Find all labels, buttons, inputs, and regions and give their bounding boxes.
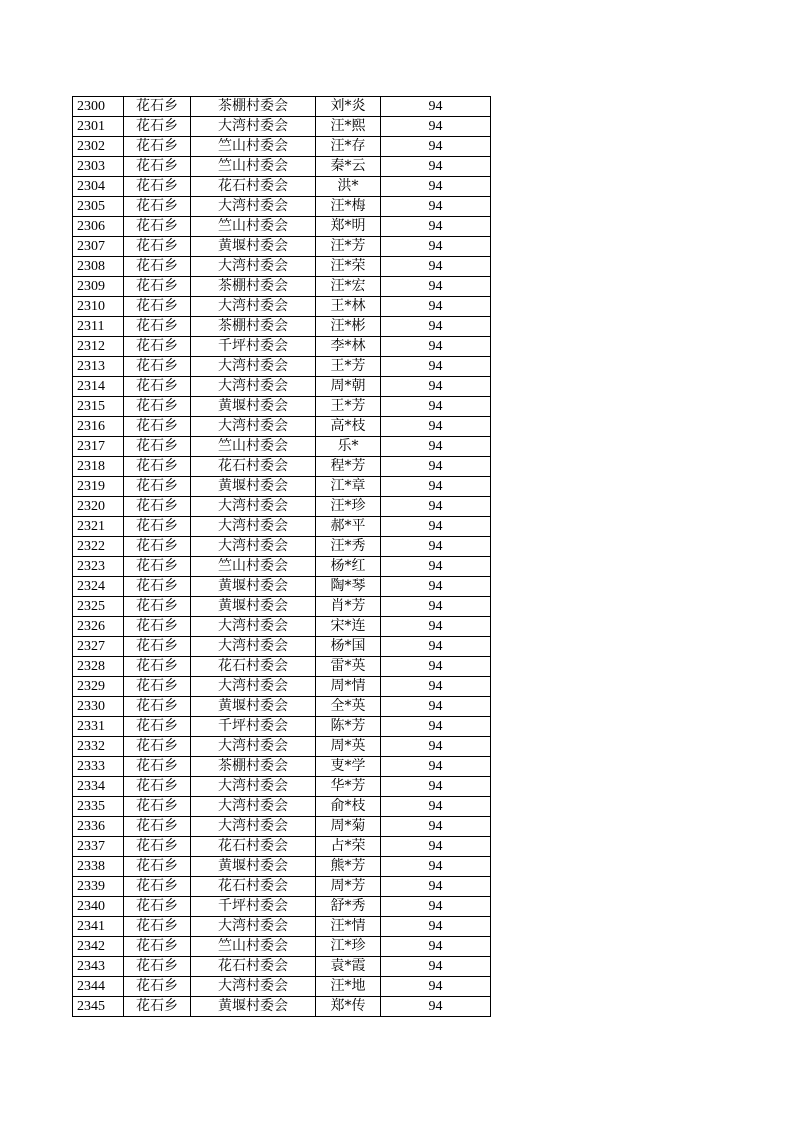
village-committee-cell: 竺山村委会: [191, 217, 316, 237]
table-row: [73, 457, 491, 477]
person-name-cell: 舒*秀: [316, 897, 381, 917]
row-number: 2311: [73, 317, 124, 337]
table-row: [73, 717, 491, 737]
table-row: [73, 497, 491, 517]
row-number: 2301: [73, 117, 124, 137]
village-committee-cell: 茶棚村委会: [191, 277, 316, 297]
table-row: [73, 137, 491, 157]
person-name-cell: 占*荣: [316, 837, 381, 857]
row-number: 2326: [73, 617, 124, 637]
row-number: 2329: [73, 677, 124, 697]
table-row: [73, 817, 491, 837]
table-row: [73, 857, 491, 877]
township-cell: 花石乡: [124, 997, 191, 1017]
township-cell: 花石乡: [124, 577, 191, 597]
row-number: 2328: [73, 657, 124, 677]
row-number: 2307: [73, 237, 124, 257]
township-cell: 花石乡: [124, 777, 191, 797]
table-row: [73, 357, 491, 377]
score-cell: 94: [381, 817, 491, 837]
township-cell: 花石乡: [124, 237, 191, 257]
person-name-cell: 雷*英: [316, 657, 381, 677]
score-cell: 94: [381, 657, 491, 677]
row-number: 2308: [73, 257, 124, 277]
table-row: [73, 557, 491, 577]
person-name-cell: 乐*: [316, 437, 381, 457]
table-row: [73, 997, 491, 1017]
score-cell: 94: [381, 757, 491, 777]
village-committee-cell: 茶棚村委会: [191, 97, 316, 117]
person-name-cell: 汪*地: [316, 977, 381, 997]
township-cell: 花石乡: [124, 437, 191, 457]
table-row: [73, 697, 491, 717]
village-committee-cell: 花石村委会: [191, 457, 316, 477]
township-cell: 花石乡: [124, 917, 191, 937]
person-name-cell: 杨*红: [316, 557, 381, 577]
village-committee-cell: 黄堰村委会: [191, 237, 316, 257]
person-name-cell: 王*芳: [316, 357, 381, 377]
row-number: 2337: [73, 837, 124, 857]
row-number: 2341: [73, 917, 124, 937]
score-cell: 94: [381, 877, 491, 897]
township-cell: 花石乡: [124, 557, 191, 577]
score-cell: 94: [381, 417, 491, 437]
village-committee-cell: 竺山村委会: [191, 137, 316, 157]
person-name-cell: 汪*秀: [316, 537, 381, 557]
score-cell: 94: [381, 997, 491, 1017]
township-cell: 花石乡: [124, 737, 191, 757]
score-cell: 94: [381, 717, 491, 737]
table-row: [73, 937, 491, 957]
village-committee-cell: 大湾村委会: [191, 797, 316, 817]
village-committee-cell: 竺山村委会: [191, 437, 316, 457]
score-cell: 94: [381, 897, 491, 917]
score-cell: 94: [381, 457, 491, 477]
row-number: 2315: [73, 397, 124, 417]
person-name-cell: 江*珍: [316, 937, 381, 957]
table-row: [73, 897, 491, 917]
village-committee-cell: 茶棚村委会: [191, 317, 316, 337]
row-number: 2303: [73, 157, 124, 177]
person-name-cell: 袁*霞: [316, 957, 381, 977]
village-committee-cell: 大湾村委会: [191, 357, 316, 377]
score-cell: 94: [381, 597, 491, 617]
person-name-cell: 洪*: [316, 177, 381, 197]
person-name-cell: 汪*宏: [316, 277, 381, 297]
score-cell: 94: [381, 837, 491, 857]
table-row: [73, 617, 491, 637]
score-cell: 94: [381, 437, 491, 457]
person-name-cell: 汪*彬: [316, 317, 381, 337]
table-row: [73, 517, 491, 537]
person-name-cell: 汪*情: [316, 917, 381, 937]
score-cell: 94: [381, 697, 491, 717]
table-row: [73, 777, 491, 797]
township-cell: 花石乡: [124, 277, 191, 297]
row-number: 2340: [73, 897, 124, 917]
township-cell: 花石乡: [124, 417, 191, 437]
township-cell: 花石乡: [124, 377, 191, 397]
score-cell: 94: [381, 297, 491, 317]
township-cell: 花石乡: [124, 537, 191, 557]
table-row: [73, 657, 491, 677]
row-number: 2322: [73, 537, 124, 557]
row-number: 2310: [73, 297, 124, 317]
township-cell: 花石乡: [124, 797, 191, 817]
row-number: 2327: [73, 637, 124, 657]
village-committee-cell: 大湾村委会: [191, 637, 316, 657]
person-name-cell: 周*情: [316, 677, 381, 697]
table-row: [73, 597, 491, 617]
person-name-cell: 汪*芳: [316, 237, 381, 257]
village-committee-cell: 大湾村委会: [191, 977, 316, 997]
township-cell: 花石乡: [124, 817, 191, 837]
village-committee-cell: 千坪村委会: [191, 717, 316, 737]
township-cell: 花石乡: [124, 837, 191, 857]
table-row: [73, 477, 491, 497]
person-name-cell: 王*芳: [316, 397, 381, 417]
village-committee-cell: 竺山村委会: [191, 937, 316, 957]
township-cell: 花石乡: [124, 857, 191, 877]
township-cell: 花石乡: [124, 197, 191, 217]
score-cell: 94: [381, 637, 491, 657]
row-number: 2333: [73, 757, 124, 777]
village-committee-cell: 大湾村委会: [191, 117, 316, 137]
table-row: [73, 437, 491, 457]
table-row: [73, 797, 491, 817]
row-number: 2336: [73, 817, 124, 837]
township-cell: 花石乡: [124, 657, 191, 677]
score-cell: 94: [381, 477, 491, 497]
score-cell: 94: [381, 917, 491, 937]
table-row: [73, 217, 491, 237]
village-committee-cell: 黄堰村委会: [191, 857, 316, 877]
village-committee-cell: 大湾村委会: [191, 197, 316, 217]
township-cell: 花石乡: [124, 217, 191, 237]
person-name-cell: 周*菊: [316, 817, 381, 837]
table-row: [73, 917, 491, 937]
township-cell: 花石乡: [124, 97, 191, 117]
table-row: [73, 417, 491, 437]
person-name-cell: 熊*芳: [316, 857, 381, 877]
row-number: 2320: [73, 497, 124, 517]
score-cell: 94: [381, 677, 491, 697]
village-committee-cell: 大湾村委会: [191, 817, 316, 837]
score-cell: 94: [381, 97, 491, 117]
township-cell: 花石乡: [124, 297, 191, 317]
village-committee-cell: 花石村委会: [191, 957, 316, 977]
village-committee-cell: 茶棚村委会: [191, 757, 316, 777]
score-cell: 94: [381, 217, 491, 237]
person-name-cell: 程*芳: [316, 457, 381, 477]
person-name-cell: 汪*梅: [316, 197, 381, 217]
score-cell: 94: [381, 577, 491, 597]
village-committee-cell: 千坪村委会: [191, 337, 316, 357]
township-cell: 花石乡: [124, 477, 191, 497]
score-cell: 94: [381, 857, 491, 877]
township-cell: 花石乡: [124, 337, 191, 357]
score-cell: 94: [381, 237, 491, 257]
village-committee-cell: 花石村委会: [191, 177, 316, 197]
table-row: [73, 977, 491, 997]
row-number: 2321: [73, 517, 124, 537]
township-cell: 花石乡: [124, 697, 191, 717]
score-cell: 94: [381, 257, 491, 277]
row-number: 2335: [73, 797, 124, 817]
table-row: [73, 117, 491, 137]
table-row: [73, 257, 491, 277]
village-committee-cell: 黄堰村委会: [191, 997, 316, 1017]
score-cell: 94: [381, 957, 491, 977]
row-number: 2334: [73, 777, 124, 797]
row-number: 2345: [73, 997, 124, 1017]
village-committee-cell: 大湾村委会: [191, 777, 316, 797]
table-row: [73, 397, 491, 417]
village-committee-cell: 花石村委会: [191, 877, 316, 897]
person-name-cell: 王*林: [316, 297, 381, 317]
township-cell: 花石乡: [124, 957, 191, 977]
score-cell: 94: [381, 737, 491, 757]
score-cell: 94: [381, 197, 491, 217]
village-committee-cell: 黄堰村委会: [191, 397, 316, 417]
township-cell: 花石乡: [124, 177, 191, 197]
person-name-cell: 叓*学: [316, 757, 381, 777]
person-name-cell: 李*林: [316, 337, 381, 357]
score-cell: 94: [381, 537, 491, 557]
person-name-cell: 江*章: [316, 477, 381, 497]
row-number: 2332: [73, 737, 124, 757]
table-row: [73, 277, 491, 297]
person-name-cell: 汪*荣: [316, 257, 381, 277]
table-row: [73, 377, 491, 397]
township-cell: 花石乡: [124, 637, 191, 657]
township-cell: 花石乡: [124, 597, 191, 617]
table-row: [73, 837, 491, 857]
score-cell: 94: [381, 517, 491, 537]
table-row: [73, 677, 491, 697]
score-cell: 94: [381, 157, 491, 177]
person-name-cell: 郑*明: [316, 217, 381, 237]
table-row: [73, 337, 491, 357]
township-cell: 花石乡: [124, 897, 191, 917]
row-number: 2316: [73, 417, 124, 437]
township-cell: 花石乡: [124, 117, 191, 137]
person-name-cell: 陶*琴: [316, 577, 381, 597]
village-committee-cell: 大湾村委会: [191, 677, 316, 697]
person-name-cell: 秦*云: [316, 157, 381, 177]
score-cell: 94: [381, 137, 491, 157]
row-number: 2342: [73, 937, 124, 957]
township-cell: 花石乡: [124, 157, 191, 177]
person-name-cell: 郝*平: [316, 517, 381, 537]
village-committee-cell: 竺山村委会: [191, 557, 316, 577]
township-cell: 花石乡: [124, 977, 191, 997]
row-number: 2324: [73, 577, 124, 597]
township-cell: 花石乡: [124, 617, 191, 637]
person-name-cell: 郑*传: [316, 997, 381, 1017]
score-cell: 94: [381, 977, 491, 997]
village-committee-cell: 大湾村委会: [191, 257, 316, 277]
row-number: 2343: [73, 957, 124, 977]
township-cell: 花石乡: [124, 497, 191, 517]
table-row: [73, 177, 491, 197]
records-table-body: [73, 97, 491, 1017]
village-committee-cell: 大湾村委会: [191, 737, 316, 757]
township-cell: 花石乡: [124, 937, 191, 957]
village-committee-cell: 花石村委会: [191, 837, 316, 857]
person-name-cell: 周*芳: [316, 877, 381, 897]
person-name-cell: 周*英: [316, 737, 381, 757]
score-cell: 94: [381, 797, 491, 817]
village-committee-cell: 大湾村委会: [191, 617, 316, 637]
row-number: 2319: [73, 477, 124, 497]
table-row: [73, 97, 491, 117]
township-cell: 花石乡: [124, 357, 191, 377]
village-committee-cell: 大湾村委会: [191, 537, 316, 557]
township-cell: 花石乡: [124, 677, 191, 697]
score-cell: 94: [381, 357, 491, 377]
village-committee-cell: 大湾村委会: [191, 297, 316, 317]
township-cell: 花石乡: [124, 397, 191, 417]
row-number: 2313: [73, 357, 124, 377]
village-committee-cell: 黄堰村委会: [191, 577, 316, 597]
person-name-cell: 汪*珍: [316, 497, 381, 517]
row-number: 2318: [73, 457, 124, 477]
table-row: [73, 757, 491, 777]
village-committee-cell: 大湾村委会: [191, 417, 316, 437]
row-number: 2323: [73, 557, 124, 577]
score-cell: 94: [381, 377, 491, 397]
score-cell: 94: [381, 177, 491, 197]
row-number: 2306: [73, 217, 124, 237]
table-row: [73, 637, 491, 657]
score-cell: 94: [381, 617, 491, 637]
village-committee-cell: 大湾村委会: [191, 377, 316, 397]
person-name-cell: 宋*连: [316, 617, 381, 637]
township-cell: 花石乡: [124, 137, 191, 157]
person-name-cell: 华*芳: [316, 777, 381, 797]
table-row: [73, 157, 491, 177]
township-cell: 花石乡: [124, 457, 191, 477]
township-cell: 花石乡: [124, 317, 191, 337]
table-row: [73, 297, 491, 317]
row-number: 2302: [73, 137, 124, 157]
village-committee-cell: 花石村委会: [191, 657, 316, 677]
village-committee-cell: 千坪村委会: [191, 897, 316, 917]
row-number: 2300: [73, 97, 124, 117]
village-committee-cell: 竺山村委会: [191, 157, 316, 177]
township-cell: 花石乡: [124, 877, 191, 897]
village-committee-cell: 大湾村委会: [191, 517, 316, 537]
village-committee-cell: 黄堰村委会: [191, 597, 316, 617]
score-cell: 94: [381, 277, 491, 297]
person-name-cell: 俞*枝: [316, 797, 381, 817]
table-row: [73, 957, 491, 977]
person-name-cell: 杨*国: [316, 637, 381, 657]
row-number: 2314: [73, 377, 124, 397]
score-cell: 94: [381, 557, 491, 577]
village-committee-cell: 大湾村委会: [191, 497, 316, 517]
township-cell: 花石乡: [124, 517, 191, 537]
person-name-cell: 肖*芳: [316, 597, 381, 617]
township-cell: 花石乡: [124, 257, 191, 277]
table-row: [73, 577, 491, 597]
person-name-cell: 高*枝: [316, 417, 381, 437]
row-number: 2305: [73, 197, 124, 217]
township-cell: 花石乡: [124, 757, 191, 777]
score-cell: 94: [381, 117, 491, 137]
table-row: [73, 877, 491, 897]
score-cell: 94: [381, 317, 491, 337]
records-table: [72, 96, 491, 1017]
person-name-cell: 汪*存: [316, 137, 381, 157]
table-row: [73, 737, 491, 757]
table-row: [73, 197, 491, 217]
score-cell: 94: [381, 397, 491, 417]
row-number: 2325: [73, 597, 124, 617]
person-name-cell: 刘*炎: [316, 97, 381, 117]
row-number: 2344: [73, 977, 124, 997]
score-cell: 94: [381, 337, 491, 357]
score-cell: 94: [381, 497, 491, 517]
village-committee-cell: 黄堰村委会: [191, 697, 316, 717]
person-name-cell: 陈*芳: [316, 717, 381, 737]
row-number: 2304: [73, 177, 124, 197]
village-committee-cell: 大湾村委会: [191, 917, 316, 937]
score-cell: 94: [381, 777, 491, 797]
table-row: [73, 237, 491, 257]
row-number: 2312: [73, 337, 124, 357]
person-name-cell: 周*朝: [316, 377, 381, 397]
row-number: 2339: [73, 877, 124, 897]
table-row: [73, 537, 491, 557]
village-committee-cell: 黄堰村委会: [191, 477, 316, 497]
score-cell: 94: [381, 937, 491, 957]
township-cell: 花石乡: [124, 717, 191, 737]
person-name-cell: 全*英: [316, 697, 381, 717]
row-number: 2317: [73, 437, 124, 457]
row-number: 2338: [73, 857, 124, 877]
table-row: [73, 317, 491, 337]
row-number: 2331: [73, 717, 124, 737]
person-name-cell: 汪*熙: [316, 117, 381, 137]
row-number: 2330: [73, 697, 124, 717]
row-number: 2309: [73, 277, 124, 297]
